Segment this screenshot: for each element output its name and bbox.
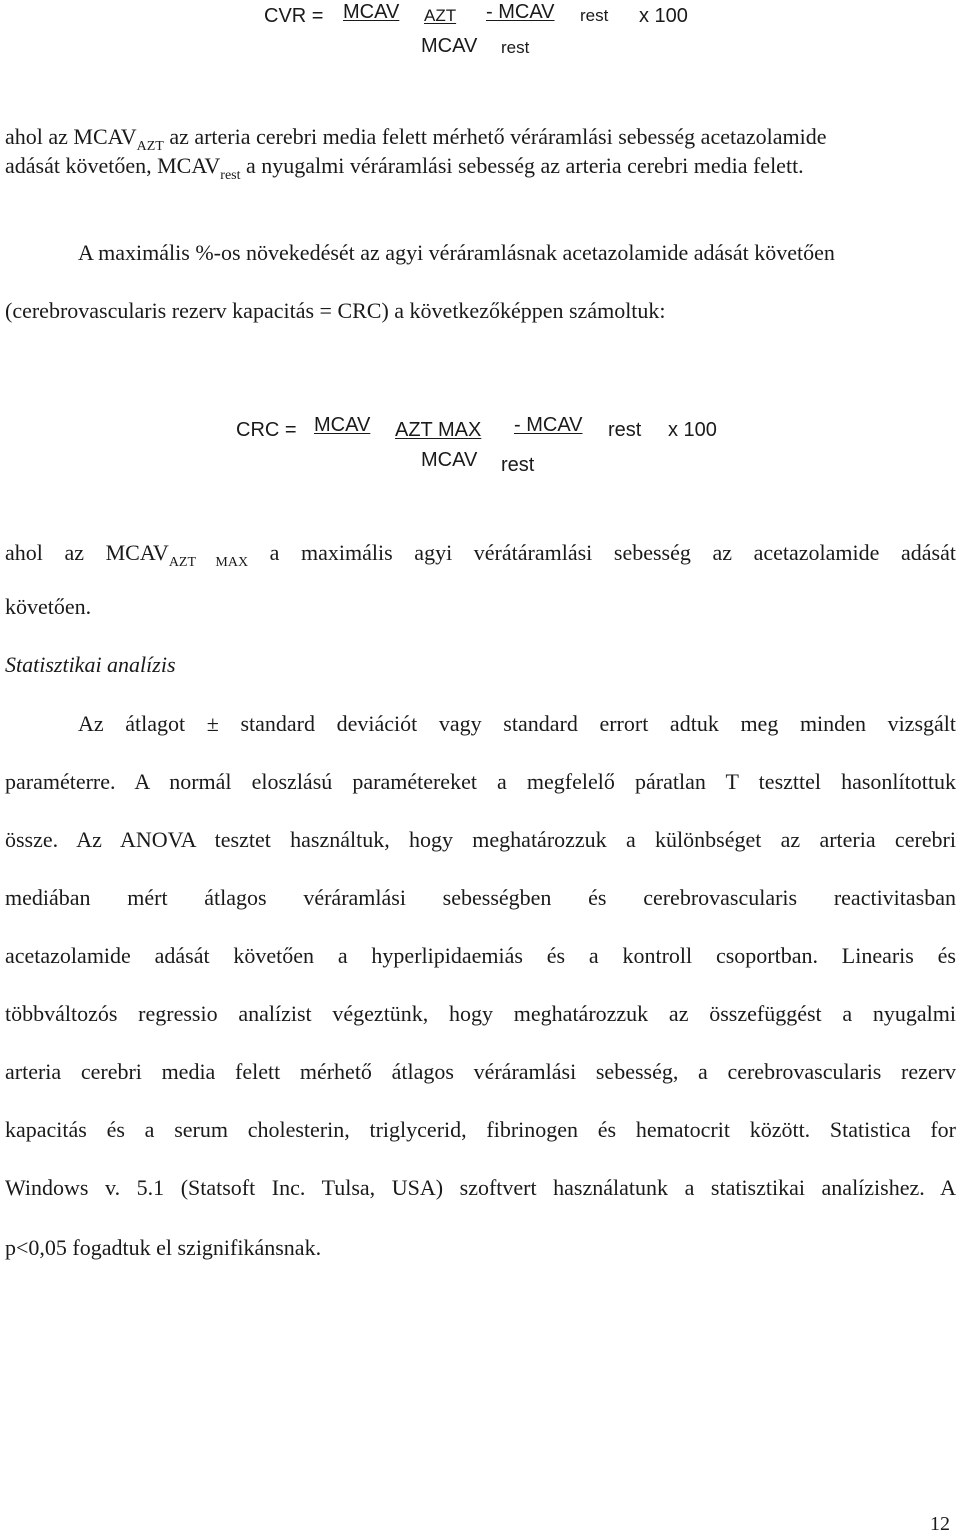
para3-line: Az átlagot ± standard deviációt vagy standard errort adtuk meg minden vizsgált bbox=[78, 711, 956, 736]
para1-line-3: A maximális %-os növekedését az agyi véráramlásnak acetazolamide adását követően bbox=[78, 240, 835, 265]
para2-line-2: követően. bbox=[5, 594, 92, 619]
para1-line-1: ahol az $MCAV_{AZT}$ az arteria cerebri media felett mérhető véráramlási sebesség acetazolamide bbox=[5, 124, 827, 154]
formula-crc-numerator-b: - MCAV bbox=[514, 414, 583, 436]
formula-cvr-denominator: MCAV bbox=[421, 35, 478, 57]
formula-crc-denominator: MCAV bbox=[421, 449, 478, 471]
formula-crc-lhs: CRC = bbox=[236, 419, 297, 441]
formula-crc-numerator-a: MCAV bbox=[314, 414, 371, 436]
formula-crc-numerator-a-sub: AZT MAX bbox=[395, 419, 482, 441]
formula-cvr-numerator-a-sub: AZT bbox=[424, 6, 457, 25]
formula-cvr-numerator-b: - MCAV bbox=[486, 1, 555, 23]
para3-line: Windows v. 5.1 (Statsoft Inc. Tulsa, USA) szoftvert használatunk a statisztikai analízishez. A bbox=[5, 1175, 956, 1200]
formula-cvr-numerator-a: MCAV bbox=[343, 1, 400, 23]
para3-line: paraméterre. A normál eloszlású paramétereket a megfelelő páratlan T teszttel hasonlítottuk bbox=[5, 769, 956, 794]
section-heading: Statisztikai analízis bbox=[5, 652, 176, 677]
para3-line: mediában mért átlagos véráramlási sebességben és cerebrovascularis reactivitasban bbox=[5, 885, 956, 910]
para1-line-2: adását követően, $MCAV_{rest}$ a nyugalmi véráramlási sebesség az arteria cerebri media felett. bbox=[5, 153, 804, 183]
formula-cvr-multiplier: x 100 bbox=[639, 5, 688, 27]
para2-line-1: ahol az $MCAV_{AZT MAX}$ a maximális agyi vérátáramlási sebesség az acetazolamide adását bbox=[5, 540, 956, 570]
formula-crc-multiplier: x 100 bbox=[668, 419, 717, 441]
formula-cvr-lhs: CVR = bbox=[264, 5, 324, 27]
formula-crc-numerator-b-sub: rest bbox=[608, 419, 642, 441]
para3-line: össze. Az ANOVA tesztet használtuk, hogy meghatározzuk a különbséget az arteria cerebri bbox=[5, 827, 956, 852]
para3-line: arteria cerebri media felett mérhető átlagos véráramlási sebesség, a cerebrovascularis rezerv bbox=[5, 1059, 956, 1084]
formula-cvr-denominator-sub: rest bbox=[501, 38, 530, 57]
page-number: 12 bbox=[930, 1513, 950, 1535]
para3-line: többváltozós regressio analízist végeztünk, hogy meghatározzuk az összefüggést a nyugalmi bbox=[5, 1001, 956, 1026]
para3-line: kapacitás és a serum cholesterin, triglycerid, fibrinogen és hematocrit között. Statistica for bbox=[5, 1117, 956, 1142]
para3-line: p<0,05 fogadtuk el szignifikánsnak. bbox=[5, 1235, 322, 1260]
para3-line: acetazolamide adását követően a hyperlipidaemiás és a kontroll csoportban. Linearis és bbox=[5, 943, 956, 968]
formula-cvr-numerator-b-sub: rest bbox=[580, 6, 609, 25]
para1-line-4: (cerebrovascularis rezerv kapacitás = CRC) a következőképpen számoltuk: bbox=[5, 298, 666, 323]
formula-crc-denominator-sub: rest bbox=[501, 454, 535, 476]
